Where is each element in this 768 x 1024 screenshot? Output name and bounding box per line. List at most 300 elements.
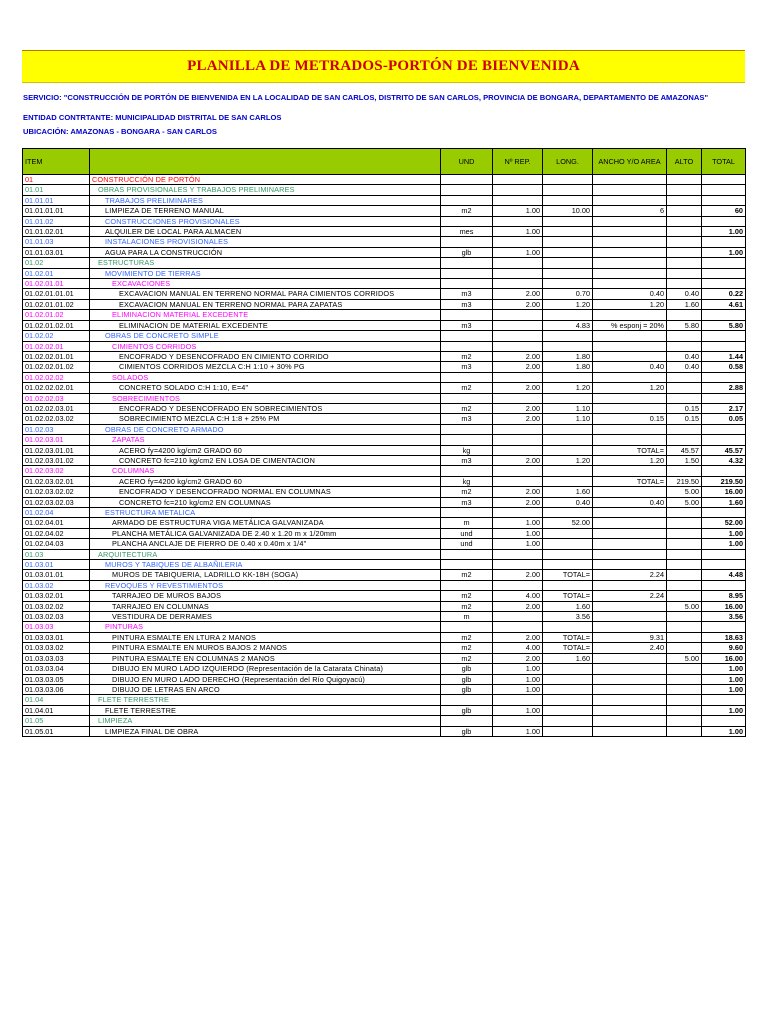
row-item-code: 01.01.01	[23, 195, 90, 205]
row-description: ELIMINACION MATERIAL EXCEDENTE	[90, 310, 441, 320]
row-long: 3.56	[543, 612, 593, 622]
row-long: 1.60	[543, 487, 593, 497]
row-total: 2.88	[702, 383, 746, 393]
row-description: VESTIDURA DE DERRAMES	[90, 612, 441, 622]
row-item-code: 01.02.04.03	[23, 539, 90, 549]
row-total: 45.57	[702, 445, 746, 455]
row-item-code: 01.02.04.01	[23, 518, 90, 528]
row-long	[543, 195, 593, 205]
row-alto	[667, 331, 702, 341]
table-row	[23, 497, 746, 507]
row-unit: und	[441, 539, 493, 549]
row-ancho	[593, 664, 667, 674]
row-unit: m3	[441, 299, 493, 309]
header-item: ITEM	[23, 149, 90, 175]
row-total	[702, 695, 746, 705]
row-long	[543, 445, 593, 455]
table-row	[23, 424, 746, 434]
row-alto: 5.00	[667, 601, 702, 611]
row-item-code: 01.02.01.02	[23, 310, 90, 320]
row-alto: 0.40	[667, 289, 702, 299]
row-item-code: 01.03.03.06	[23, 684, 90, 694]
row-alto	[667, 216, 702, 226]
row-total	[702, 175, 746, 185]
row-rep	[493, 237, 543, 247]
row-total	[702, 372, 746, 382]
row-item-code: 01.02.01.01.01	[23, 289, 90, 299]
row-item-code: 01.02.03.01.01	[23, 445, 90, 455]
row-ancho: 1.20	[593, 455, 667, 465]
row-ancho: TOTAL=	[593, 476, 667, 486]
row-description: ARMADO DE ESTRUCTURA VIGA METÁLICA GALVANIZADA	[90, 518, 441, 528]
row-rep: 1.00	[493, 528, 543, 538]
row-ancho	[593, 674, 667, 684]
row-item-code: 01.03.01	[23, 560, 90, 570]
row-unit	[441, 424, 493, 434]
row-total: 9.60	[702, 643, 746, 653]
header-alto: ALTO	[667, 149, 702, 175]
row-long: TOTAL=	[543, 570, 593, 580]
row-description: OBRAS PROVISIONALES Y TRABAJOS PRELIMINARES	[90, 185, 441, 195]
row-ancho: 0.15	[593, 414, 667, 424]
row-total: 3.56	[702, 612, 746, 622]
row-long	[543, 237, 593, 247]
table-row	[23, 674, 746, 684]
row-item-code: 01.02.02	[23, 331, 90, 341]
table-row	[23, 195, 746, 205]
row-total	[702, 279, 746, 289]
row-unit: und	[441, 528, 493, 538]
row-long: 1.60	[543, 601, 593, 611]
row-item-code: 01.02.03.01	[23, 435, 90, 445]
row-ancho: % esponj = 20%	[593, 320, 667, 330]
row-item-code: 01.03.02.01	[23, 591, 90, 601]
row-unit: m2	[441, 643, 493, 653]
row-unit	[441, 549, 493, 559]
table-row	[23, 653, 746, 663]
row-unit	[441, 372, 493, 382]
table-header-row	[23, 149, 746, 175]
row-rep: 2.00	[493, 362, 543, 372]
table-row	[23, 487, 746, 497]
row-ancho: 0.40	[593, 497, 667, 507]
row-total: 4.48	[702, 570, 746, 580]
table-row	[23, 310, 746, 320]
table-row	[23, 227, 746, 237]
row-total: 16.00	[702, 601, 746, 611]
row-ancho: 1.20	[593, 299, 667, 309]
row-long	[543, 726, 593, 736]
row-item-code: 01.03.01.01	[23, 570, 90, 580]
row-item-code: 01.03.02	[23, 580, 90, 590]
row-rep	[493, 341, 543, 351]
row-rep: 2.00	[493, 570, 543, 580]
row-long: 4.83	[543, 320, 593, 330]
row-alto	[667, 570, 702, 580]
row-alto	[667, 341, 702, 351]
row-long	[543, 227, 593, 237]
row-description: ALQUILER DE LOCAL PARA ALMACEN	[90, 227, 441, 237]
row-rep	[493, 476, 543, 486]
row-long	[543, 528, 593, 538]
row-item-code: 01.02.04	[23, 508, 90, 518]
row-ancho	[593, 716, 667, 726]
row-alto	[667, 674, 702, 684]
row-description: ACERO fy=4200 kg/cm2 GRADO 60	[90, 445, 441, 455]
row-description: FLETE TERRESTRE	[90, 705, 441, 715]
row-unit: m3	[441, 455, 493, 465]
row-unit	[441, 237, 493, 247]
row-alto	[667, 175, 702, 185]
row-total: 2.17	[702, 403, 746, 413]
row-unit: m2	[441, 351, 493, 361]
row-rep	[493, 393, 543, 403]
row-long: 1.60	[543, 653, 593, 663]
row-unit: m3	[441, 497, 493, 507]
row-unit: m2	[441, 403, 493, 413]
row-unit: glb	[441, 684, 493, 694]
row-total: 8.95	[702, 591, 746, 601]
row-rep: 1.00	[493, 539, 543, 549]
row-item-code: 01.02.02.02.01	[23, 383, 90, 393]
row-ancho	[593, 518, 667, 528]
row-ancho	[593, 612, 667, 622]
table-row	[23, 175, 746, 185]
row-unit: glb	[441, 674, 493, 684]
table-row	[23, 570, 746, 580]
row-rep	[493, 549, 543, 559]
row-rep	[493, 175, 543, 185]
row-unit: m2	[441, 601, 493, 611]
row-description: CIMIENTOS CORRIDOS	[90, 341, 441, 351]
row-total: 18.63	[702, 632, 746, 642]
table-row	[23, 612, 746, 622]
table-row	[23, 206, 746, 216]
row-total	[702, 393, 746, 403]
row-rep	[493, 612, 543, 622]
row-long	[543, 268, 593, 278]
row-alto	[667, 716, 702, 726]
row-item-code: 01.02.04.02	[23, 528, 90, 538]
row-alto: 0.15	[667, 403, 702, 413]
table-row	[23, 684, 746, 694]
row-unit: glb	[441, 726, 493, 736]
row-rep: 1.00	[493, 227, 543, 237]
row-alto	[667, 591, 702, 601]
row-long	[543, 560, 593, 570]
row-alto: 1.50	[667, 455, 702, 465]
table-row	[23, 279, 746, 289]
row-description: PINTURA ESMALTE EN LTURA 2 MANOS	[90, 632, 441, 642]
table-row	[23, 560, 746, 570]
row-description: CONSTRUCCIONES PROVISIONALES	[90, 216, 441, 226]
row-ancho	[593, 424, 667, 434]
row-unit: kg	[441, 445, 493, 455]
row-unit: kg	[441, 476, 493, 486]
row-total: 1.00	[702, 539, 746, 549]
row-rep: 1.00	[493, 705, 543, 715]
row-long	[543, 580, 593, 590]
row-rep	[493, 195, 543, 205]
row-alto	[667, 726, 702, 736]
row-total: 0.58	[702, 362, 746, 372]
row-total	[702, 237, 746, 247]
row-total	[702, 331, 746, 341]
row-total	[702, 268, 746, 278]
row-long	[543, 705, 593, 715]
table-row	[23, 435, 746, 445]
row-long	[543, 258, 593, 268]
row-ancho: 2.24	[593, 591, 667, 601]
row-ancho	[593, 372, 667, 382]
header-total: TOTAL	[702, 149, 746, 175]
row-description: ENCOFRADO Y DESENCOFRADO NORMAL EN COLUMNAS	[90, 487, 441, 497]
row-rep: 2.00	[493, 299, 543, 309]
row-alto	[667, 560, 702, 570]
row-description: CIMIENTOS CORRIDOS MEZCLA C:H 1:10 + 30% PG	[90, 362, 441, 372]
row-alto: 5.00	[667, 487, 702, 497]
row-rep	[493, 310, 543, 320]
title-band	[22, 50, 745, 83]
row-description: MOVIMIENTO DE TIERRAS	[90, 268, 441, 278]
table-row	[23, 726, 746, 736]
row-ancho: 0.40	[593, 289, 667, 299]
row-description: LIMPIEZA	[90, 716, 441, 726]
row-rep	[493, 258, 543, 268]
table-row	[23, 414, 746, 424]
row-unit: m2	[441, 570, 493, 580]
row-unit: m2	[441, 653, 493, 663]
row-total: 60	[702, 206, 746, 216]
row-rep: 2.00	[493, 383, 543, 393]
table-row	[23, 341, 746, 351]
row-alto: 0.15	[667, 414, 702, 424]
row-description: FLETE TERRESTRE	[90, 695, 441, 705]
row-total	[702, 216, 746, 226]
row-rep: 1.00	[493, 674, 543, 684]
row-rep	[493, 622, 543, 632]
row-ancho	[593, 341, 667, 351]
row-total	[702, 341, 746, 351]
row-item-code: 01.03.02.03	[23, 612, 90, 622]
row-long: 0.40	[543, 497, 593, 507]
row-alto	[667, 268, 702, 278]
row-ancho: 2.40	[593, 643, 667, 653]
row-long: 52.00	[543, 518, 593, 528]
row-alto	[667, 632, 702, 642]
row-description: TARRAJEO EN COLUMNAS	[90, 601, 441, 611]
table-row	[23, 695, 746, 705]
row-item-code: 01.05	[23, 716, 90, 726]
row-item-code: 01.04.01	[23, 705, 90, 715]
row-total: 0.05	[702, 414, 746, 424]
row-long: 1.10	[543, 414, 593, 424]
row-total: 4.61	[702, 299, 746, 309]
row-long	[543, 310, 593, 320]
row-item-code: 01.02.02.01	[23, 341, 90, 351]
row-item-code: 01.03.03.03	[23, 653, 90, 663]
row-item-code: 01.03.03.04	[23, 664, 90, 674]
table-row	[23, 383, 746, 393]
row-item-code: 01	[23, 175, 90, 185]
row-long: 1.10	[543, 403, 593, 413]
row-long	[543, 539, 593, 549]
row-alto	[667, 508, 702, 518]
row-description: PINTURAS	[90, 622, 441, 632]
row-description: ESTRUCTURAS	[90, 258, 441, 268]
row-alto	[667, 580, 702, 590]
row-alto	[667, 518, 702, 528]
header-und: UND	[441, 149, 493, 175]
table-row	[23, 216, 746, 226]
row-long	[543, 716, 593, 726]
row-long	[543, 664, 593, 674]
row-total	[702, 508, 746, 518]
row-item-code: 01.02.01.01	[23, 279, 90, 289]
row-total: 1.00	[702, 247, 746, 257]
row-rep: 2.00	[493, 414, 543, 424]
row-ancho	[593, 622, 667, 632]
row-unit	[441, 695, 493, 705]
row-unit: m2	[441, 591, 493, 601]
row-alto	[667, 695, 702, 705]
row-unit: m3	[441, 414, 493, 424]
row-rep: 1.00	[493, 726, 543, 736]
table-row	[23, 622, 746, 632]
row-alto	[667, 279, 702, 289]
table-row	[23, 518, 746, 528]
table-row	[23, 289, 746, 299]
row-item-code: 01.02.03.01.02	[23, 455, 90, 465]
row-item-code: 01.02.03.02	[23, 466, 90, 476]
row-total	[702, 549, 746, 559]
row-description: PLANCHA METÁLICA GALVANIZADA DE 2.40 x 1.20 m x 1/20mm	[90, 528, 441, 538]
row-long: 10.00	[543, 206, 593, 216]
row-item-code: 01.02.03.02.02	[23, 487, 90, 497]
row-item-code: 01.04	[23, 695, 90, 705]
row-alto	[667, 549, 702, 559]
row-total	[702, 716, 746, 726]
row-ancho	[593, 528, 667, 538]
row-ancho	[593, 185, 667, 195]
row-long	[543, 247, 593, 257]
table-row	[23, 351, 746, 361]
row-total: 1.00	[702, 528, 746, 538]
row-alto	[667, 372, 702, 382]
row-description: COLUMNAS	[90, 466, 441, 476]
row-item-code: 01.02.02.03.02	[23, 414, 90, 424]
row-alto	[667, 664, 702, 674]
row-item-code: 01.02	[23, 258, 90, 268]
row-ancho	[593, 195, 667, 205]
row-long: 0.70	[543, 289, 593, 299]
row-item-code: 01.01.01.01	[23, 206, 90, 216]
row-description: LIMPIEZA FINAL DE OBRA	[90, 726, 441, 736]
row-rep: 1.00	[493, 684, 543, 694]
row-unit: m2	[441, 383, 493, 393]
row-description: TARRAJEO DE MUROS BAJOS	[90, 591, 441, 601]
row-ancho	[593, 247, 667, 257]
row-total: 16.00	[702, 487, 746, 497]
row-item-code: 01.02.02.02	[23, 372, 90, 382]
row-alto: 45.57	[667, 445, 702, 455]
row-item-code: 01.02.01.02.01	[23, 320, 90, 330]
row-unit	[441, 716, 493, 726]
row-description: PINTURA ESMALTE EN COLUMNAS 2 MANOS	[90, 653, 441, 663]
row-ancho	[593, 705, 667, 715]
row-alto	[667, 424, 702, 434]
row-ancho	[593, 560, 667, 570]
row-item-code: 01.01.02	[23, 216, 90, 226]
row-ancho	[593, 331, 667, 341]
row-alto	[667, 684, 702, 694]
row-description: EXCAVACION MANUAL EN TERRENO NORMAL PARA CIMIENTOS CORRIDOS	[90, 289, 441, 299]
row-long	[543, 435, 593, 445]
row-description: CONCRETO fc=210 kg/cm2 EN LOSA DE CIMENTACION	[90, 455, 441, 465]
row-alto	[667, 185, 702, 195]
row-long: 1.80	[543, 362, 593, 372]
row-unit: m3	[441, 320, 493, 330]
row-long	[543, 175, 593, 185]
row-rep: 2.00	[493, 497, 543, 507]
row-item-code: 01.02.01.01.02	[23, 299, 90, 309]
servicio-text: SERVICIO: "CONSTRUCCIÓN DE PORTÓN DE BIENVENIDA EN LA LOCALIDAD DE SAN CARLOS, DISTRITO DE SAN CARLOS, PROVINCIA DE BONGARA, DEPARTAMENTO DE AMAZONAS"	[23, 93, 709, 102]
row-ancho: 6	[593, 206, 667, 216]
row-ancho	[593, 580, 667, 590]
row-unit: m2	[441, 487, 493, 497]
row-ancho	[593, 466, 667, 476]
row-rep: 4.00	[493, 643, 543, 653]
row-description: SOBRECIMIENTO MEZCLA C:H 1:8 + 25% PM	[90, 414, 441, 424]
row-description: EXCAVACION MANUAL EN TERRENO NORMAL PARA ZAPATAS	[90, 299, 441, 309]
row-long	[543, 279, 593, 289]
row-long	[543, 466, 593, 476]
row-description: ESTRUCTURA METALICA	[90, 508, 441, 518]
table-row	[23, 320, 746, 330]
row-description: TRABAJOS PRELIMINARES	[90, 195, 441, 205]
row-item-code: 01.02.02.01.01	[23, 351, 90, 361]
table-row	[23, 632, 746, 642]
row-alto	[667, 622, 702, 632]
row-ancho	[593, 508, 667, 518]
row-total: 0.22	[702, 289, 746, 299]
row-alto: 1.60	[667, 299, 702, 309]
table-row	[23, 716, 746, 726]
row-unit	[441, 508, 493, 518]
row-unit: m	[441, 612, 493, 622]
row-total	[702, 560, 746, 570]
row-rep	[493, 466, 543, 476]
row-unit: m3	[441, 289, 493, 299]
row-alto	[667, 237, 702, 247]
row-long	[543, 424, 593, 434]
row-alto	[667, 393, 702, 403]
row-unit: glb	[441, 664, 493, 674]
row-ancho	[593, 227, 667, 237]
row-alto: 219.50	[667, 476, 702, 486]
row-long: TOTAL=	[543, 643, 593, 653]
row-rep: 1.00	[493, 247, 543, 257]
row-description: ENCOFRADO Y DESENCOFRADO EN SOBRECIMIENTOS	[90, 403, 441, 413]
row-total: 52.00	[702, 518, 746, 528]
row-ancho	[593, 403, 667, 413]
row-ancho: 0.40	[593, 362, 667, 372]
table-row	[23, 539, 746, 549]
row-ancho	[593, 268, 667, 278]
row-description: DIBUJO EN MURO LADO DERECHO (Representación del Río Quigoyacú)	[90, 674, 441, 684]
row-total: 219.50	[702, 476, 746, 486]
row-description: PLANCHA ANCLAJE DE FIERRO DE 0.40 x 0.40m x 1/4"	[90, 539, 441, 549]
